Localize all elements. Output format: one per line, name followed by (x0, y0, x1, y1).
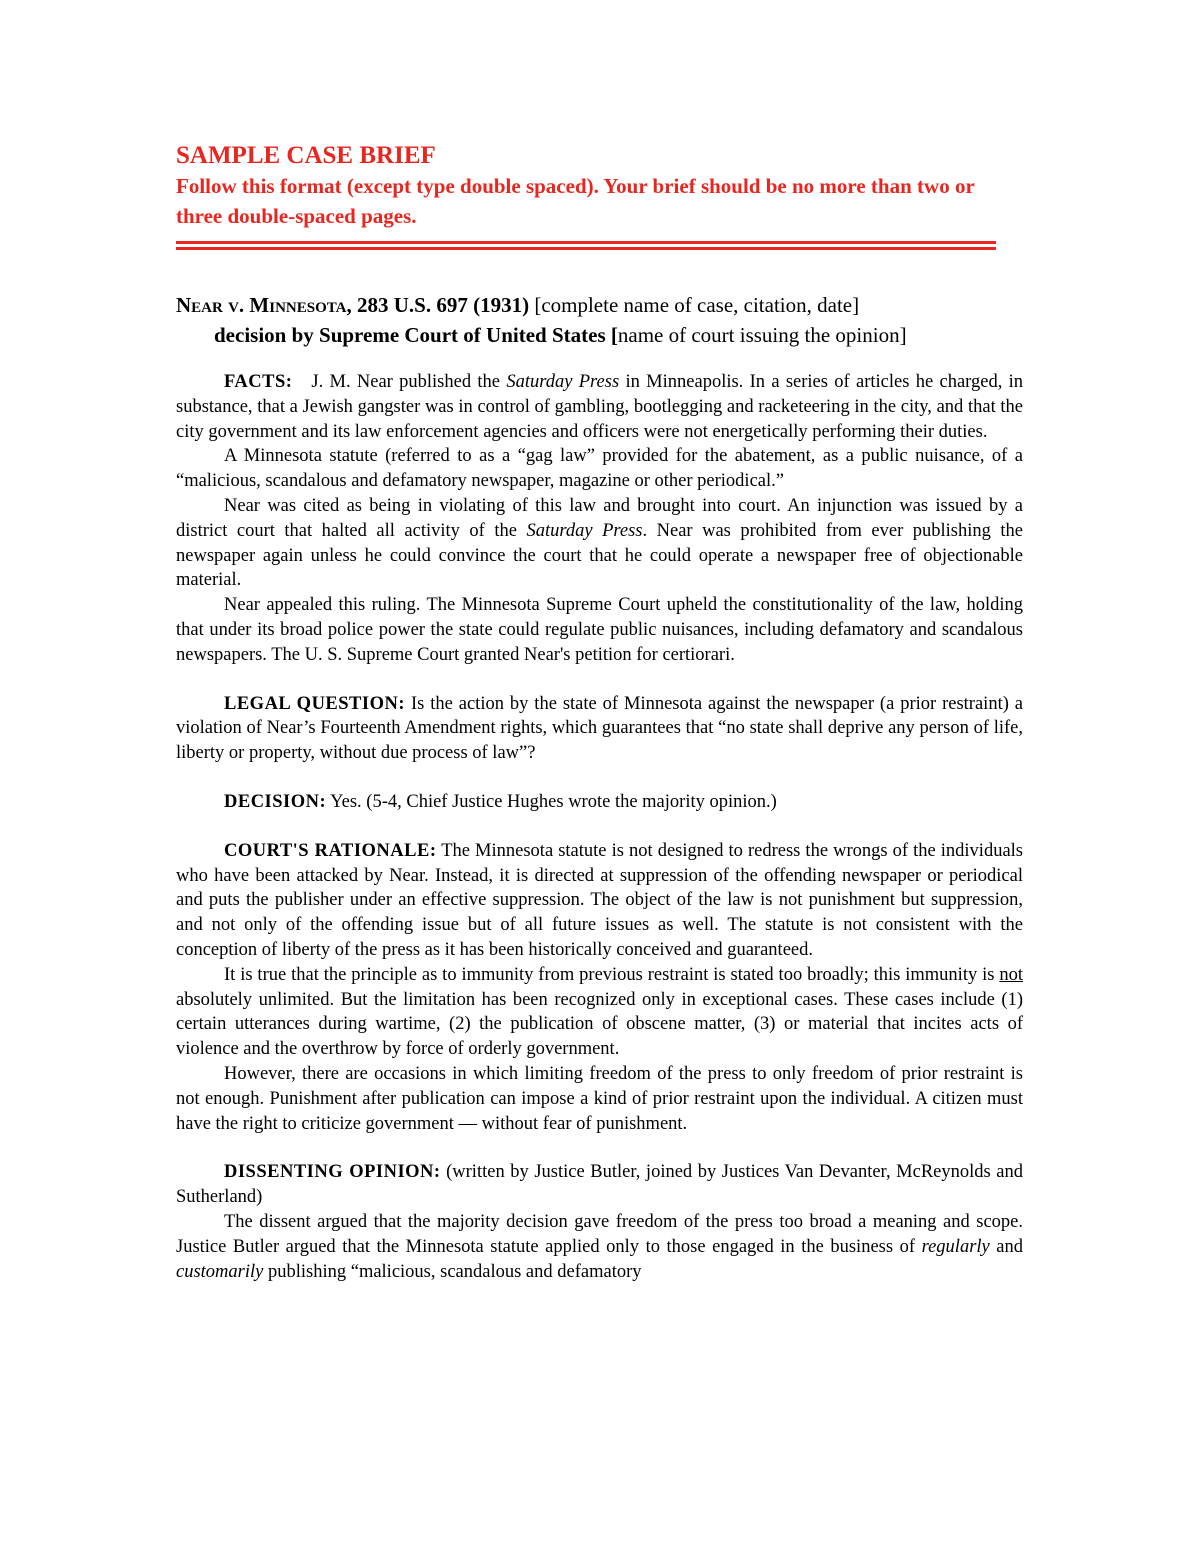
dissent-paragraph-1 (176, 1160, 1023, 1210)
italic-word: customarily (176, 1261, 264, 1282)
legal-question-label: LEGAL QUESTION: (224, 693, 406, 714)
text-run: J. M. Near published the (311, 372, 507, 392)
case-citation: 283 U.S. 697 (1931) (356, 293, 530, 317)
text-run: publishing “malicious, scandalous and defamatory (263, 1261, 642, 1282)
court-note: name of court issuing the opinion] (617, 323, 907, 347)
dissent-paragraph-2 (176, 1210, 1023, 1284)
facts-paragraph-1 (176, 370, 1023, 444)
text-run: Is the action by the state of Minnesota against the newspaper (a prior restraint) a violation of Near’s Fourteenth Amendment rights, which guarantees that “no state shall deprive any person of life, liberty or property, without due process of law”? (176, 693, 1024, 764)
text-run: The Minnesota statute is not designed to redress the wrongs of the individuals who have been attacked by Near. Instead, it is directed at suppression of the offending newspaper or periodical and puts the publisher under an effective suppression. The object of the law is not punishment but suppression, and not only of the offending issue but of all future issues as well. The statute is not consistent with the conception of liberty of the press as it has been historically conceived and guaranteed. (176, 840, 1023, 960)
text-run: Near was cited as being in violating of this law and brought into court. An injunction was issued by a district court that halted all activity of the (176, 495, 1023, 541)
italic-word: regularly (921, 1236, 990, 1257)
dissent-label: DISSENTING OPINION: (224, 1162, 441, 1183)
newspaper-name: Saturday Press (526, 520, 643, 541)
newspaper-name: Saturday Press (506, 372, 620, 392)
rationale-label: COURT'S RATIONALE: (224, 840, 437, 861)
decision-paragraph (176, 790, 1023, 815)
double-rule-divider (176, 241, 996, 250)
text-run: . Near was prohibited from ever publishing the newspaper again unless he could convince the court that he could operate a newspaper free of objectionable material. (176, 520, 1023, 591)
text-run: and (989, 1236, 1024, 1257)
text-run: The dissent argued that the majority decision gave freedom of the press too broad a meaning and scope. Justice Butler argued that the Minnesota statute applied only to those engaged in the business of (176, 1211, 1023, 1257)
brief-header (176, 140, 1023, 250)
underlined-word: not (999, 964, 1023, 985)
text-run: (written by Justice Butler, joined by Justices Van Devanter, McReynolds and Sutherland) (176, 1162, 1023, 1208)
rationale-paragraph-3: However, there are occasions in which limiting freedom of the press to only freedom of prior restraint is not enough. Punishment after publication can impose a kind of prior restraint upon the individual. A citizen must have the right to criticize government — without fear of punishment. (176, 1063, 1023, 1134)
case-citation-line (176, 290, 1023, 320)
facts-paragraph-4: Near appealed this ruling. The Minnesota Supreme Court upheld the constitutionality of the law, holding that under its broad police power the state could regulate public nuisances, including defamatory and scandalous newspapers. The U. S. Supreme Court granted Near's petition for certiorari. (176, 595, 1023, 665)
brief-body (176, 370, 1023, 1284)
document-page (176, 140, 1023, 1284)
decision-label: DECISION: (224, 791, 327, 812)
case-citation-note: [complete name of case, citation, date] (534, 293, 860, 317)
legal-question-paragraph (176, 692, 1023, 766)
case-name: Near v. Minnesota, (176, 293, 352, 317)
court-name: decision by Supreme Court of United States [ (214, 323, 618, 347)
text-run: absolutely unlimited. But the limitation has been recognized only in exceptional cases. These cases include (1) certain utterances during wartime, (2) the publication of obscene matter, (3) or material that incites acts of violence and the overthrow by force of orderly government. (176, 989, 1023, 1060)
text-run: in Minneapolis. In a series of articles he charged, in substance, that a Jewish gangster was in control of gambling, bootlegging and racketeering in the city, and that the city government and its law enforcement agencies and officers were not energetically performing their duties. (176, 372, 1024, 442)
format-instructions: Follow this format (except type double spaced). Your brief should be no more than two or three double-spaced pages. (176, 174, 975, 228)
facts-label: FACTS: (224, 372, 293, 392)
text-run: Yes. (5-4, Chief Justice Hughes wrote the majority opinion.) (326, 791, 777, 812)
rationale-paragraph-1 (176, 839, 1023, 963)
facts-paragraph-2: A Minnesota statute (referred to as a “gag law” provided for the abatement, as a public nuisance, of a “malicious, scandalous and defamatory newspaper, magazine or other periodical.” (176, 446, 1023, 492)
case-court-line (176, 320, 1023, 350)
page-title: SAMPLE CASE BRIEF (176, 142, 436, 169)
facts-paragraph-3 (176, 494, 1023, 593)
rationale-paragraph-2 (176, 963, 1023, 1062)
text-run: It is true that the principle as to immunity from previous restraint is stated too broadly; this immunity is (224, 964, 1000, 985)
